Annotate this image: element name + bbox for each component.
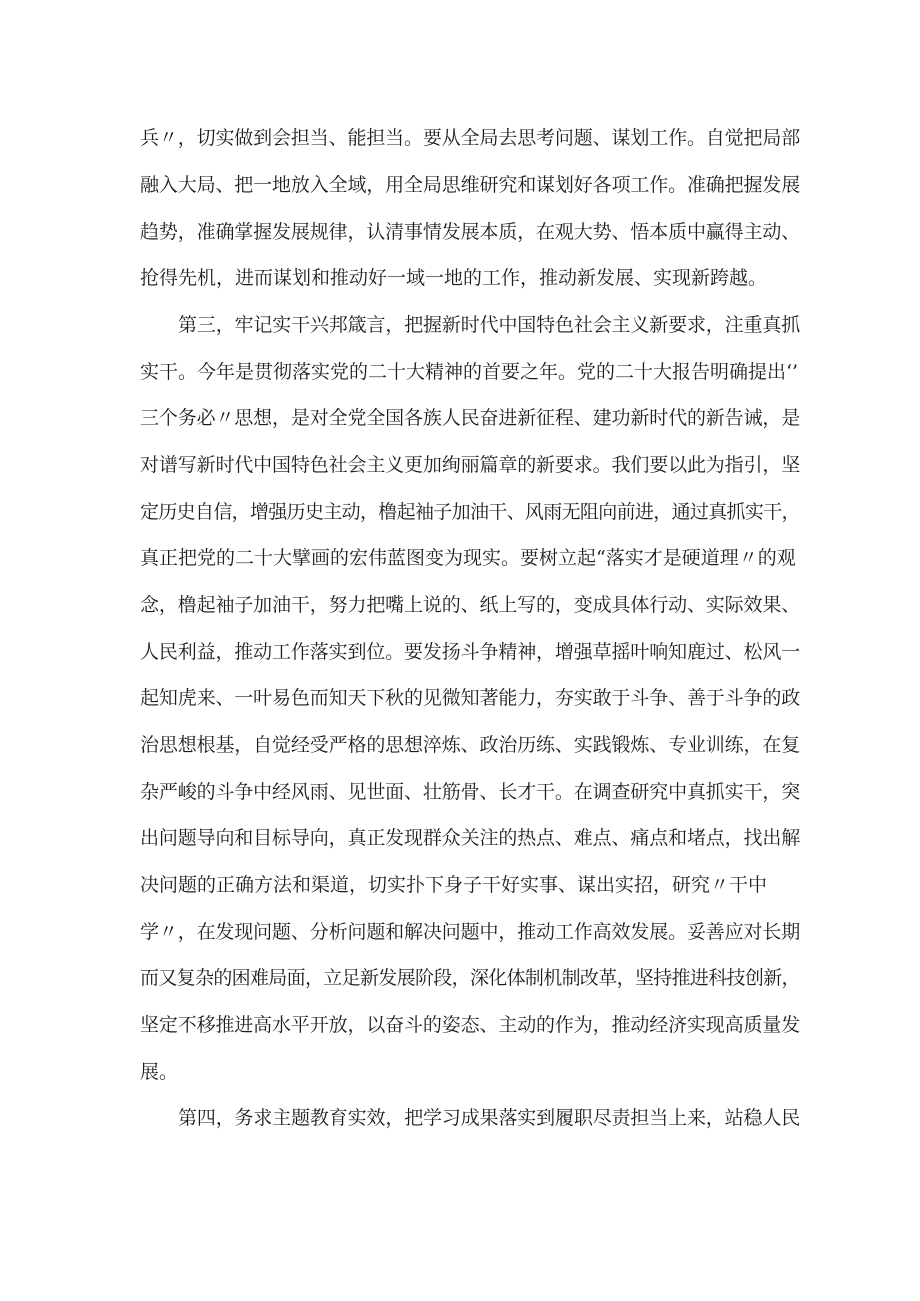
paragraph-start-line: 第三，牢记实干兴邦箴言，把握新时代中国特色社会主义新要求，注重真抓 [178,314,801,336]
text-line: 出问题导向和目标导向，真正发现群众关注的热点、难点、痛点和堵点，找出解 [140,827,801,849]
text-line: 坚定不移推进高水平开放，以奋斗的姿态、主动的作为，推动经济实现高质量发 [140,1014,801,1036]
text-line: 杂严峻的斗争中经风雨、见世面、壮筋骨、长才干。在调查研究中真抓实干，突 [140,781,801,803]
text-line: 真正把党的二十大擘画的宏伟蓝图变为现实。要树立起“落实才是硬道理〃的观 [140,547,796,569]
text-line: 实干。今年是贯彻落实党的二十大精神的首要之年。党的二十大报告明确提出‘’ [140,361,799,383]
text-line: 抢得先机，进而谋划和推动好一域一地的工作，推动新发展、实现新跨越。 [140,267,768,289]
text-line: 趋势，准确掌握发展规律，认清事情发展本质，在观大势、悟本质中赢得主动、 [140,221,801,243]
text-line: 而又复杂的困难局面，立足新发展阶段，深化体制机制改革，坚持推进科技创新， [140,967,800,989]
text-line: 治思想根基，自觉经受严格的思想淬炼、政治历练、实践锻炼、专业训练，在复 [140,734,801,756]
text-line: 学〃，在发现问题、分析问题和解决问题中，推动工作高效发展。妥善应对长期 [140,921,801,943]
text-line: 对谱写新时代中国特色社会主义更加绚丽篇章的新要求。我们要以此为指引，坚 [140,454,801,476]
paragraph-start-line: 第四，务求主题教育实效，把学习成果落实到履职尽责担当上来，站稳人民 [178,1107,801,1129]
text-line: 念，橹起袖子加油干，努力把嘴上说的、纸上写的，变成具体行动、实际效果、 [140,594,801,616]
text-line: 展。 [140,1061,179,1083]
text-line: 人民利益，推动工作落实到位。要发扬斗争精神，增强草摇叶响知鹿过、松风一 [140,641,801,663]
text-line: 起知虎来、一叶易色而知天下秋的见微知著能力，夯实敢于斗争、善于斗争的政 [140,687,801,709]
text-line: 融入大局、把一地放入全域，用全局思维研究和谋划好各项工作。准确把握发展 [140,174,801,196]
text-line: 决问题的正确方法和渠道，切实扑下身子干好实事、谋出实招，研究〃干中 [140,874,768,896]
text-line: 兵〃，切实做到会担当、能担当。要从全局去思考问题、谋划工作。自觉把局部 [140,127,801,149]
text-line: 定历史自信，增强历史主动，橹起袖子加油干、风雨无阻向前进，通过真抓实干， [140,501,800,523]
text-line: 三个务必〃思想，是对全党全国各族人民奋进新征程、建功新时代的新告诫，是 [140,407,801,429]
